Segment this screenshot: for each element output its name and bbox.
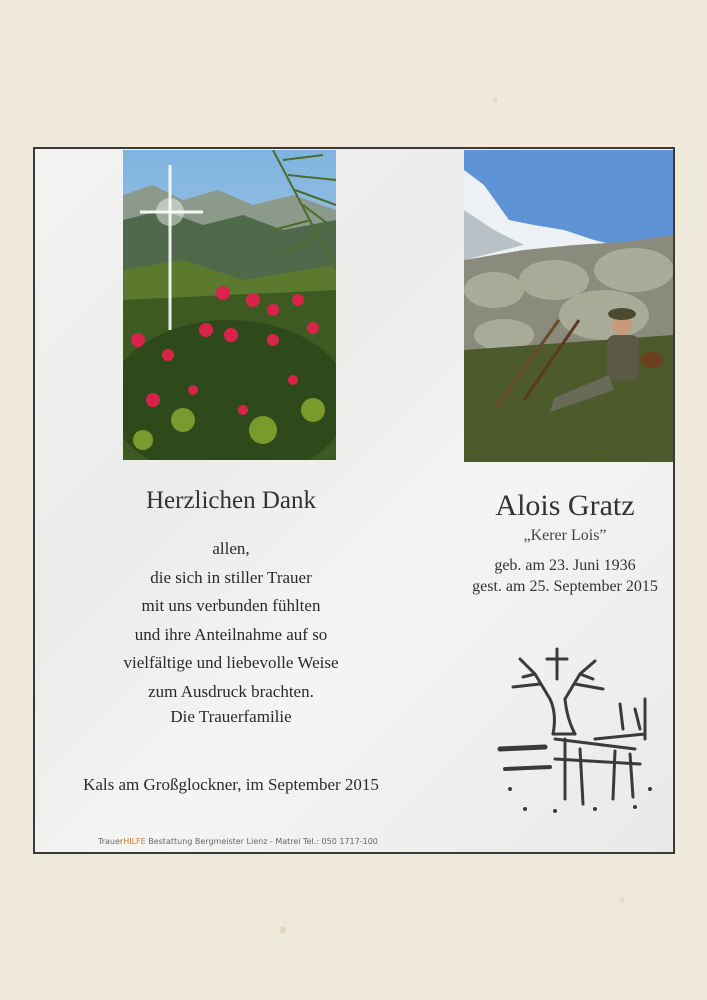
thanks-line: mit uns verbunden fühlten — [141, 596, 321, 615]
memorial-card — [33, 147, 675, 854]
alpine-roses-photo — [123, 150, 336, 460]
thanks-line: allen, — [212, 539, 250, 558]
thanks-heading: Herzlichen Dank — [145, 487, 317, 514]
family-signature: Die Trauerfamilie — [170, 707, 292, 726]
birth-date: geb. am 23. Juni 1936 — [494, 557, 636, 574]
deceased-nickname: „Kerer Lois” — [523, 527, 607, 544]
thanks-line: die sich in stiller Trauer — [150, 567, 312, 587]
footer-prefix: Trauer — [98, 837, 124, 846]
death-date: gest. am 25. September 2015 — [472, 578, 658, 595]
place-and-date: Kals am Großglockner, im September 2015 — [83, 775, 379, 794]
life-dates — [445, 555, 685, 597]
thanks-line: zum Ausdruck brachten. — [148, 681, 314, 701]
funeral-service-footer — [98, 837, 378, 846]
deceased-name: Alois Gratz — [495, 489, 635, 522]
thanks-line: und ihre Anteilnahme auf so — [134, 624, 328, 644]
portrait-photo — [464, 150, 673, 462]
thanks-text — [35, 535, 427, 706]
stag-sketch-icon — [495, 639, 655, 819]
footer-text: Bestattung Bergmeister Lienz - Matrei Tel.: 050 1717-100 — [145, 837, 378, 846]
footer-highlight: HILFE — [123, 837, 146, 846]
thanks-line: vielfältige und liebevolle Weise — [123, 653, 339, 672]
